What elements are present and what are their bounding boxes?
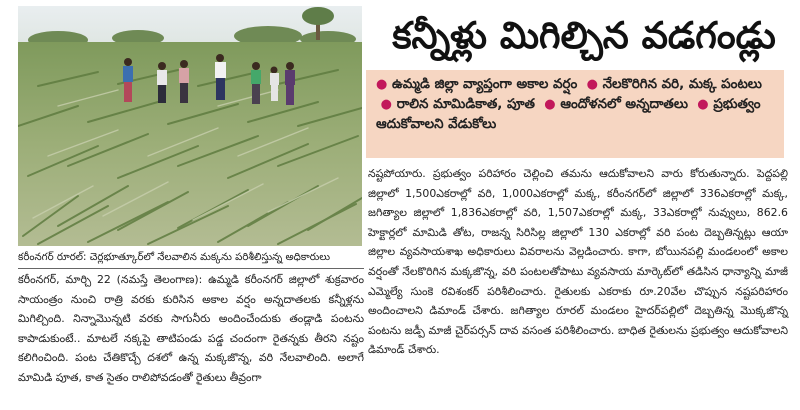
article-body-right: నష్టపోయారు. ప్రభుత్వం పరిహారం చెల్లించి తమను ఆదుకోవాలని వారు కోరుతున్నారు. పెద్దపల్లి జిల్లాలో 1,500ఎకరాల్లో వరి, 1,000ఎకరాల్లో మక్క, కరీంనగర్‌లో జిల్లాలో 336ఎకరాల్లో మక్క, జగిత్యాల జిల్లాలో 1,836ఎకరాల్లో వరి, 1,507ఎకరాల్లో మక్క, 33ఎకరాల్లో నువ్వులు, 862.6 హెక్టార్లలో మామిడి తోట, రాజన్న సిరిసిల్ల జిల్లాలో 130 ఎకరాల్లో వరి పంట దెబ్బతిన్నట్లు ఆయా జిల్లాల వ్యవసాయశాఖ అధికారులు వివరాలను వెల్లడించారు. కాగా, బోయినపల్లి మండలంలో అకాల వర్షంతో నేలకొరిగిన మక్కజొన్న, వరి పంటలతోపాటు వ్యవసాయ మార్కెట్‌లో తడిసిన ధాన్యాన్ని మాజీ ఎమ్మెల్యే సుంకె రవిశంకర్ పరిశీలించారు. రైతులకు ఎకరాకు రూ.20వేల చొప్పున నష్టపరిహారం అందించాలని డిమాండ్ చేశారు. జగిత్యాల రూరల్ మండలం హైదర్‌పల్లిలో దెబ్బతిన్న మొక్కజొన్న పంటను జడ్పీ మాజీ చైర్‌పర్సన్ దావ వసంత పరిశీలించారు. బాధిత రైతులను ప్రభుత్వం ఆదుకోవాలని డిమాండ్ చేశారు. [368,167,788,357]
summary-bullet: ప్రభుత్వం ఆదుకోవాలని వేడుకోలు [376,97,761,132]
headline: కన్నీళ్లు మిగిల్చిన వడగండ్లు [392,13,776,57]
bullet-icon: ● [697,97,709,112]
news-photo [18,6,362,246]
bullet-icon: ● [380,97,393,112]
bullet-icon: ● [586,77,598,92]
photo-illustration [18,6,362,246]
bullet-icon: ● [376,77,388,92]
summary-bullet: రాలిన మామిడికాత, పూత [396,97,535,112]
summary-bullet: నేలకొరిగిన వరి, మక్క పంటలు [602,77,762,92]
summary-bullet: ఆందోళనలో అన్నదాతలు [560,97,688,112]
summary-bullet: ఉమ్మడి జిల్లా వ్యాప్తంగా అకాల వర్షం [392,77,578,92]
photo-caption: కరీంనగర్ రూరల్: చెర్లభూత్కూర్‌లో నేలవాలిన మక్కను పరిశీలిస్తున్న అధికారులు [18,248,364,269]
article-body-left: కరీంనగర్, మార్చి 22 (నమస్తే తెలంగాణ): ఉమ్మడి కరీంనగర్ జిల్లాలో శుక్రవారం సాయంత్రం నుంచి రాత్రి వరకు కురిసిన అకాల వర్షం అన్నదాతలకు కన్నీళ్లను మిగిల్చింది. నిన్నామొన్నటి వరకు సాగునీరు అందించేందుకు తండ్లాడి పంటను కాపాడుకుంటే.. మాటలే నక్కపై తాటిపండు పడ్డ చందంగా రైతన్నకు తీరని నష్టం కలిగించింది. పంట చేతికొచ్చే దశలో ఉన్న మక్కజొన్న, వరి నేలవాలింది. అలాగే మామిడి పూత, కాత సైతం రాలిపోవడంతో రైతులు తీవ్రంగా [18,273,364,384]
bullet-icon: ● [544,97,556,112]
summary-box [366,70,784,158]
